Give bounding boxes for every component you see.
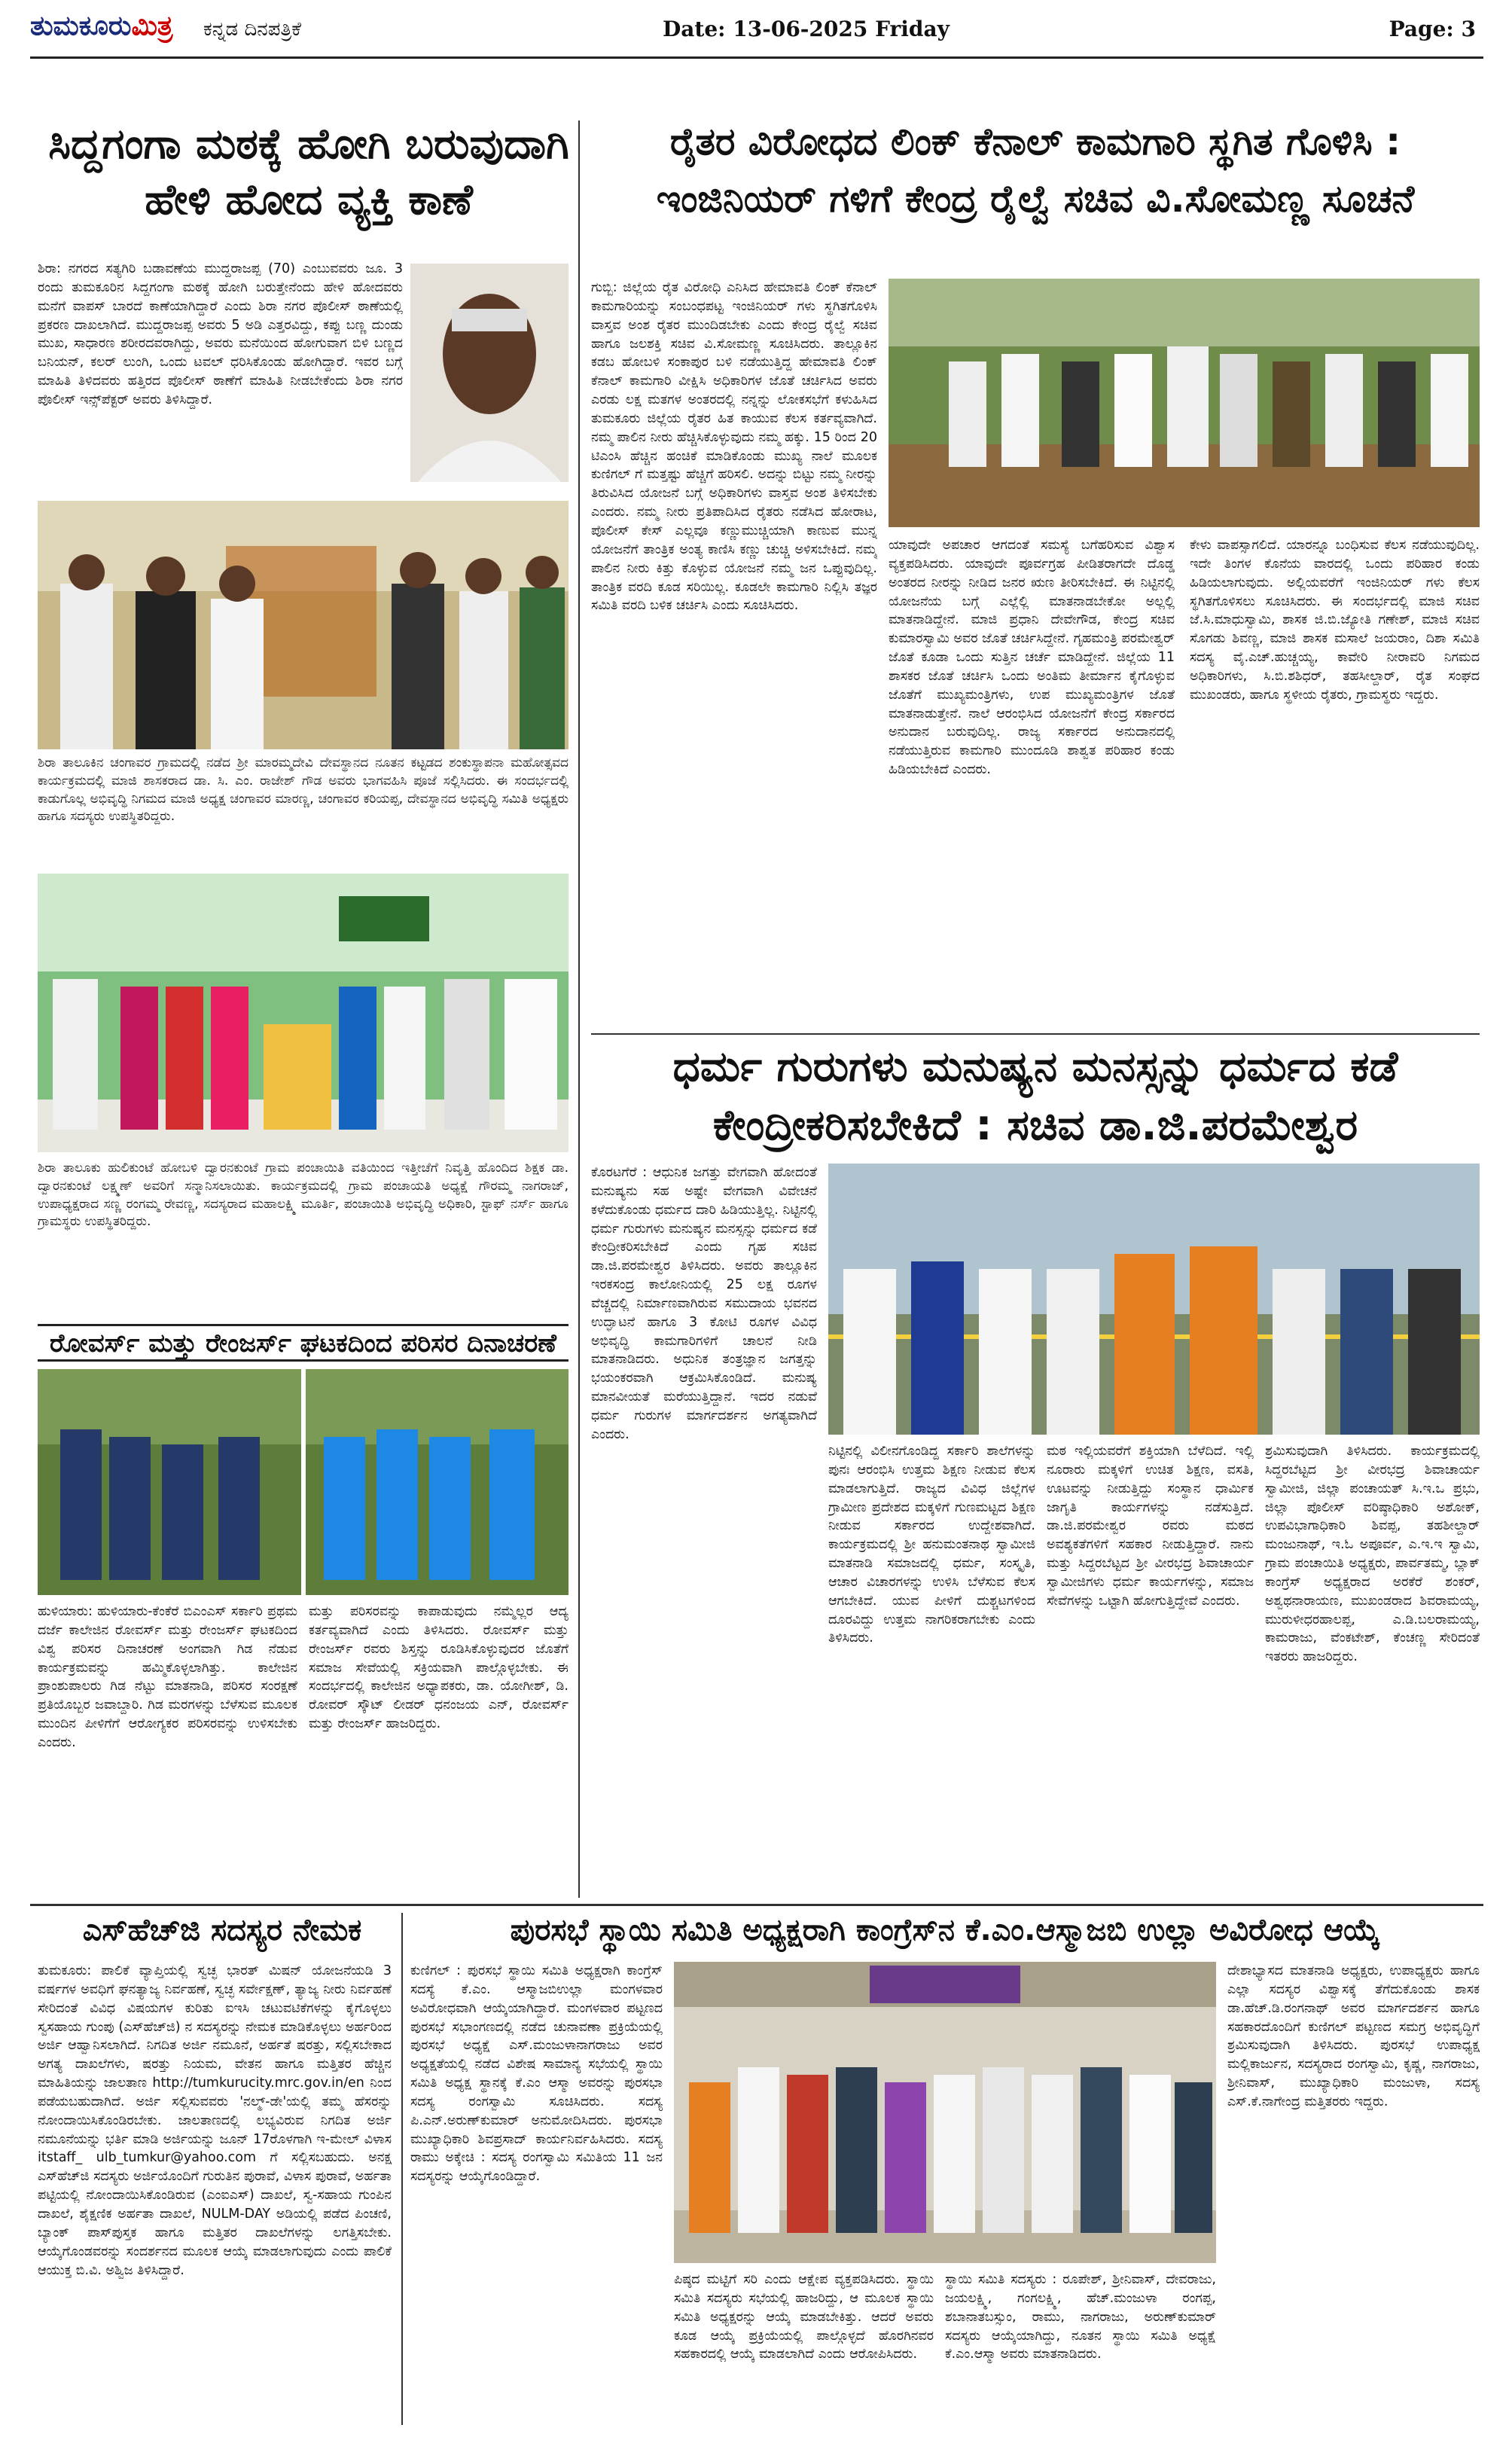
article-council-col3: ಸ್ಥಾಯಿ ಸಮಿತಿ ಸದಸ್ಯರು : ರೂಪೇಶ್, ಶ್ರೀನಿವಾಸ್, ದೇವರಾಜು, ಜಯಲಕ್ಷ್ಮಿ, ಗಂಗಲಕ್ಷ್ಮಿ, ಹೆಚ್.ಮಂಜುಳಾ ರಂಗಪ್ಪ, ಶಬಾನಾತಬಸ್ಸುಂ, ರಾಮು, ನಾಗರಾಜು, ಅರುಣ್‌ಕುಮಾರ್ ಸದಸ್ಯರು ಆಯ್ಕೆಯಾಗಿದ್ದು, ನೂತನ ಸ್ಥಾಯಿ ಸಮಿತಿ ಅಧ್ಯಕ್ಷೆ ಕೆ.ಎಂ.ಆಸ್ಮಾ ಅವರು ಮಾತನಾಡಿದರು. — [945, 2272, 1216, 2362]
headline-rovers: ರೋವರ್ಸ್ ಮತ್ತು ರೇಂಜರ್ಸ್ ಘಟಕದಿಂದ ಪರಿಸರ ದಿನಾಚರಣೆ — [38, 1324, 569, 1362]
column-divider — [578, 120, 580, 1898]
ribbon-cutting-photo — [828, 1164, 1480, 1435]
headline-shg: ಎಸ್‌ಹೆಚ್‌ಜಿ ಸದಸ್ಯರ ನೇಮಕ — [82, 1913, 362, 1947]
article-canal-col3: ಕೇಳು ವಾಪಸ್ಸಾಗಲಿದೆ. ಯಾರನ್ನೂ ಬಂಧಿಸುವ ಕೆಲಸ ನಡೆಯುವುದಿಲ್ಲ. ಇದೇ ತಿಂಗಳ ಕೊನೆಯ ವಾರದಲ್ಲಿ ಒಂದು ಪರಿಹಾರ ಕಂಡು ಹಿಡಿಯಲಾಗುವುದು. ಅಲ್ಲಿಯವರೆಗೆ ಇಂಜಿನಿಯರ್ ಗಳು ಕೆಲಸ ಸ್ಥಗಿತಗೊಳಿಸಲು ಸೂಚಿಸಿದರು. ಈ ಸಂದರ್ಭದಲ್ಲಿ ಮಾಜಿ ಸಚಿವ ಜೆ.ಸಿ.ಮಾಧುಸ್ವಾಮಿ, ಶಾಸಕ ಜಿ.ಬಿ.ಜ್ಯೋತಿ ಗಣೇಶ್, ಮಾಜಿ ಸಚಿವ ಸೊಗಡು ಶಿವಣ್ಣ, ಮಾಜಿ ಶಾಸಕ ಮಸಾಲೆ ಜಯರಾಂ, ದಿಶಾ ಸಮಿತಿ ಸದಸ್ಯ ವೈ.ಎಚ್.ಹುಚ್ಚಯ್ಯ, ಕಾವೇರಿ ನೀರಾವರಿ ನಿಗಮದ ಅಧಿಕಾರಿಗಳು, ಸಿ.ಬಿ.ಶಶಿಧರ್, ತಹಸೀಲ್ದಾರ್, ರೈತ ಸಂಘದ ಮುಖಂಡರು, ಹಾಗೂ ಸ್ಥಳೀಯ ರೈತರು, ಗ್ರಾಮಸ್ಥರು ಇದ್ದರು. — [1190, 538, 1480, 703]
article-missing-person: ಶಿರಾ: ನಗರದ ಸತ್ಯಗಿರಿ ಬಡಾವಣೆಯ ಮುದ್ದರಾಜಪ್ಪ (70) ಎಂಬುವವರು ಜೂ. 3 ರಂದು ತುಮಕೂರಿನ ಸಿದ್ದಗಂಗಾ ಮಠಕ್ಕೆ ಹೋಗಿ ಬರುತ್ತೇನೆಂದು ಹೇಳಿ ಹೋದವರು ಮನೆಗೆ ವಾಪಸ್ ಬಾರದೆ ಕಾಣೆಯಾಗಿದ್ದಾರೆ ಎಂದು ಶಿರಾ ನಗರ ಪೊಲೀಸ್ ಠಾಣೆಯಲ್ಲಿ ಪ್ರಕರಣ ದಾಖಲಾಗಿದೆ. ಮುದ್ದರಾಜಪ್ಪ ಅವರು 5 ಅಡಿ ಎತ್ತರವಿದ್ದು, ಕಪ್ಪು ಬಣ್ಣ ದುಂಡು ಮುಖ, ಸಾಧಾರಣ ಶರೀರದವರಾಗಿದ್ದು, ಅವರು ಮನೆಯಿಂದ ಹೋಗುವಾಗ ಬಿಳಿ ಬಣ್ಣದ ಬನಿಯನ್, ಕಲರ್ ಲುಂಗಿ, ಒಂದು ಟವಲ್ ಧರಿಸಿಕೊಂಡು ಹೋಗಿದ್ದಾರೆ. ಇವರ ಬಗ್ಗೆ ಮಾಹಿತಿ ತಿಳಿದವರು ಹತ್ತಿರದ ಪೊಲೀಸ್ ಠಾಣೆಗೆ ಮಾಹಿತಿ ನೀಡಬೇಕೆಂದು ಶಿರಾ ನಗರ ಪೊಲೀಸ್ ಇನ್ಸ್‌ಪೆಕ್ಟರ್ ಅವರು ತಿಳಿಸಿದ್ದಾರೆ. — [38, 261, 403, 407]
article-canal-col1: ಗುಬ್ಬಿ: ಜಿಲ್ಲೆಯ ರೈತ ವಿರೋಧಿ ಎನಿಸಿದ ಹೇಮಾವತಿ ಲಿಂಕ್ ಕೆನಾಲ್ ಕಾಮಗಾರಿಯನ್ನು ಸಂಬಂಧಪಟ್ಟ ಇಂಜಿನಿಯರ್ ಗಳು ಸ್ಥಗಿತಗೊಳಿಸಿ ವಾಸ್ತವ ಅಂಶ ರೈತರ ಮುಂದಿಡಬೇಕು ಎಂದು ಕೇಂದ್ರ ರೈಲ್ವೆ ಸಚಿವ ಹಾಗೂ ಜಲಶಕ್ತಿ ಸಚಿವ ವಿ.ಸೋಮಣ್ಣ ಸೂಚಿಸಿದರು. ತಾಲ್ಲೂಕಿನ ಕಡಬ ಹೋಬಳಿ ಸಂಕಾಪುರ ಬಳಿ ನಡೆಯುತ್ತಿದ್ದ ಹೇಮಾವತಿ ಲಿಂಕ್ ಕೆನಾಲ್ ಕಾಮಗಾರಿ ವೀಕ್ಷಿಸಿ ಅಧಿಕಾರಿಗಳ ಜೊತೆ ಚರ್ಚಿಸಿದ ಅವರು ಎರಡು ಲಕ್ಷ ಮತಗಳ ಅಂತರದಲ್ಲಿ ನನ್ನನ್ನು ಲೋಕಸಭೆಗೆ ಕಳುಹಿಸಿದ ತುಮಕೂರು ಜಿಲ್ಲೆಯ ರೈತರ ಹಿತ ಕಾಯುವ ಕೆಲಸ ಕರ್ತವ್ಯವಾಗಿದೆ. ನಮ್ಮ ಪಾಲಿನ ನೀರು ಹೆಚ್ಚಿಸಿಕೊಳ್ಳುವುದು ನಮ್ಮ ಹಕ್ಕು. 15 ರಿಂದ 20 ಟಿಎಂಸಿ ಹೆಚ್ಚಿನ ಹಂಚಿಕೆ ಮಾಡಿಕೊಂಡು ಮುಖ್ಯ ನಾಲೆ ಮೂಲಕ ಕುಣಿಗಲ್ ಗೆ ಮತ್ತಷ್ಟು ಹೆಚ್ಚಿಗೆ ಹರಿಸಲಿ. ಅದನ್ನು ಬಿಟ್ಟು ನಮ್ಮ ನೀರನ್ನು ತಿರುವಿಸಿದ ಯೋಜನೆ ಬಗ್ಗೆ ಅಧಿಕಾರಿಗಳು ವಾಸ್ತವ ಅಂಶ ತಿಳಿಸಬೇಕು ಎಂದರು. ನಮ್ಮ ನೀರು ಪ್ರತಿಪಾದಿಸಿದ ರೈತರು ನಡೆಸಿದ ಹೋರಾಟ, ಪೊಲೀಸ್ ಕೇಸ್ ಎಲ್ಲವೂ ಕಣ್ಣುಮುಚ್ಚಿಯಾಗಿ ಕಾಣುವ ಮುನ್ನ ಯೋಜನೆಗೆ ತಾಂತ್ರಿಕ ಅಂತ್ಯ ಕಾಣಿಸಿ ಕಣ್ಣು ಚುಚ್ಚಿ ಅಳಿಸಬೇಕಿದೆ. ನಮ್ಮ ಪಾಲಿನ ನೀರು ಕಿತ್ತು ಕೊಳ್ಳುವ ಯೋಜನೆ ನಮ್ಮ ಜನ ಒಪ್ಪುವುದಿಲ್ಲ. ತಾಂತ್ರಿಕ ವರದಿ ಕೂಡ ಸರಿಯಿಲ್ಲ. ಕೂಡಲೇ ಕಾಮಗಾರಿ ನಿಲ್ಲಿಸಿ ತಜ್ಞರ ಸಮಿತಿ ವರದಿ ಬಳಿಕ ಚರ್ಚಿಸಿ ಎಂದು ಸೂಚಿಸಿದರು. — [591, 280, 877, 614]
issue-date: Date: 13-06-2025 Friday — [663, 17, 950, 41]
article-council-col4: ದೇಶಾಭ್ಯಾಸದ ಮಾತನಾಡಿ ಅಧ್ಯಕ್ಷರು, ಉಪಾಧ್ಯಕ್ಷರು ಹಾಗೂ ಎಲ್ಲಾ ಸದಸ್ಯರ ವಿಶ್ವಾಸಕ್ಕೆ ತೆಗೆದುಕೊಂಡು ಶಾಸಕ ಡಾ.ಹೆಚ್.ಡಿ.ರಂಗನಾಥ್ ಅವರ ಮಾರ್ಗದರ್ಶನ ಹಾಗೂ ಸಹಕಾರದೊಂದಿಗೆ ಕುಣಿಗಲ್ ಪಟ್ಟಣದ ಸಮಗ್ರ ಅಭಿವೃದ್ಧಿಗೆ ಶ್ರಮಿಸುವುದಾಗಿ ತಿಳಿಸಿದರು. ಪುರಸಭೆ ಉಪಾಧ್ಯಕ್ಷ ಮಲ್ಲಿಕಾರ್ಜುನ, ಸದಸ್ಯರಾದ ರಂಗಸ್ವಾಮಿ, ಕೃಷ್ಣ, ನಾಗರಾಜು, ಶ್ರೀನಿವಾಸ್, ಮುಖ್ಯಾಧಿಕಾರಿ ಮಂಜುಳಾ, ಸದಸ್ಯ ಎಸ್.ಕೆ.ನಾಗೇಂದ್ರ ಮತ್ತಿತರರು ಇದ್ದರು. — [1227, 1963, 1480, 2109]
council-group-photo — [674, 1962, 1216, 2263]
article-rovers-col2: ಮತ್ತು ಪರಿಸರವನ್ನು ಕಾಪಾಡುವುದು ನಮ್ಮೆಲ್ಲರ ಆದ್ಯ ಕರ್ತವ್ಯವಾಗಿದೆ ಎಂದು ತಿಳಿಸಿದರು. ರೋವರ್ಸ್ ಮತ್ತು ರೇಂಜರ್ಸ್ ರವರು ಶಿಸ್ತನ್ನು ರೂಡಿಸಿಕೊಳ್ಳುವುದರ ಜೊತೆಗೆ ಸಮಾಜ ಸೇವೆಯಲ್ಲಿ ಸಕ್ರಿಯವಾಗಿ ಪಾಲ್ಗೊಳ್ಳಬೇಕು. ಈ ಸಂದರ್ಭದಲ್ಲಿ ಕಾಲೇಜಿನ ಅಧ್ಯಾಪಕರು, ಡಾ. ಯೋಗೀಶ್, ಡಿ. ರೋವರ್ ಸ್ಕೌಟ್ ಲೀಡರ್ ಧನಂಜಯ ಎನ್, ರೋವರ್ಸ್ ಮತ್ತು ರೇಂಜರ್ಸ್ ಹಾಜರಿದ್ದರು. — [309, 1604, 569, 1732]
article-council-col2: ಪಿಷ್ಠದ ಮಟ್ಟಿಗೆ ಸರಿ ಎಂದು ಆಕ್ಷೇಪ ವ್ಯಕ್ತಪಡಿಸಿದರು. ಸ್ಥಾಯಿ ಸಮಿತಿ ಸದಸ್ಯರು ಸಭೆಯಲ್ಲಿ ಹಾಜರಿದ್ದು, ಆ ಮೂಲಕ ಸ್ಥಾಯಿ ಸಮಿತಿ ಅಧ್ಯಕ್ಷರನ್ನು ಆಯ್ಕೆ ಮಾಡಬೇಕಿತ್ತು. ಆದರೆ ಅವರು ಕೂಡ ಆಯ್ಕೆ ಪ್ರಕ್ರಿಯೆಯಲ್ಲಿ ಪಾಲ್ಗೊಳ್ಳದೆ ಹೊರಗಿನವರ ಸಹಕಾರದಲ್ಲಿ ಆಯ್ಕೆ ಮಾಡಲಾಗಿದೆ ಎಂದು ಆರೋಪಿಸಿದರು. — [674, 2272, 934, 2362]
newspaper-subtitle: ಕನ್ನಡ ದಿನಪತ್ರಿಕೆ — [203, 18, 302, 41]
section-divider — [591, 1033, 1480, 1035]
bottom-section-divider — [30, 1904, 1483, 1906]
article-rovers-col1: ಹುಳಿಯಾರು: ಹುಳಿಯಾರು-ಕೆಂಕೆರೆ ಬಿಎಂಎಸ್ ಸರ್ಕಾರಿ ಪ್ರಥಮ ದರ್ಜೆ ಕಾಲೇಜಿನ ರೋವರ್ಸ್ ಮತ್ತು ರೇಂಜರ್ಸ್ ಘಟಕದಿಂದ ವಿಶ್ವ ಪರಿಸರ ದಿನಾಚರಣೆ ಅಂಗವಾಗಿ ಗಿಡ ನೆಡುವ ಕಾರ್ಯಕ್ರಮವನ್ನು ಹಮ್ಮಿಕೊಳ್ಳಲಾಗಿತ್ತು. ಕಾಲೇಜಿನ ಪ್ರಾಂಶುಪಾಲರು ಗಿಡ ನೆಟ್ಟು ಮಾತನಾಡಿ, ಪರಿಸರ ಸಂರಕ್ಷಣೆ ಪ್ರತಿಯೊಬ್ಬರ ಜವಾಬ್ದಾರಿ. ಗಿಡ ಮರಗಳನ್ನು ಬೆಳೆಸುವ ಮೂಲಕ ಮುಂದಿನ ಪೀಳಿಗೆಗೆ ಆರೋಗ್ಯಕರ ಪರಿಸರವನ್ನು ಉಳಿಸಬೇಕು ಎಂದರು. — [38, 1604, 297, 1750]
article-canal-col2: ಯಾವುದೇ ಅಪಚಾರ ಆಗದಂತೆ ಸಮಸ್ಯೆ ಬಗೆಹರಿಸುವ ವಿಶ್ವಾಸ ವ್ಯಕ್ತಪಡಿಸಿದರು. ಯಾವುದೇ ಪೂರ್ವಗ್ರಹ ಪೀಡಿತರಾಗದೇ ದೊಡ್ಡ ಅಂತರದ ನೀರನ್ನು ನೀಡಿದ ಜನರ ಋಣ ತೀರಿಸಬೇಕಿದೆ. ಈ ನಿಟ್ಟಿನಲ್ಲಿ ಯೋಜನೆಯ ಬಗ್ಗೆ ಎಲ್ಲೆಲ್ಲಿ ಮಾತನಾಡಬೇಕೋ ಅಲ್ಲಲ್ಲಿ ಮಾತನಾಡಿದ್ದೇನೆ. ಮಾಜಿ ಪ್ರಧಾನಿ ದೇವೇಗೌಡ, ಕೇಂದ್ರ ಸಚಿವ ಕುಮಾರಸ್ವಾಮಿ ಅವರ ಜೊತೆ ಚರ್ಚಿಸಿದ್ದೇನೆ. ಗೃಹಮಂತ್ರಿ ಪರಮೇಶ್ವರ್ ಜೊತೆ ಕೂಡಾ ಒಂದು ಸುತ್ತಿನ ಚರ್ಚೆ ಮಾಡಿದ್ದೇನೆ. ಜಿಲ್ಲೆಯ 11 ಶಾಸಕರ ಜೊತೆ ಚರ್ಚಿಸಿ ಒಂದು ಅಂತಿಮ ತೀರ್ಮಾನ ಕೈಗೊಳ್ಳುವ ಜೊತೆಗೆ ಮುಖ್ಯಮಂತ್ರಿಗಳು, ಉಪ ಮುಖ್ಯಮಂತ್ರಿಗಳ ಜೊತೆ ಮಾತನಾಡುತ್ತೇನೆ. ನಾಲೆ ಆರಂಭಿಸಿದ ಯೋಜನೆಗೆ ಕೇಂದ್ರ ಸರ್ಕಾರದ ಅನುದಾನ ಬರುವುದಿಲ್ಲ. ರಾಜ್ಯ ಸರ್ಕಾರದ ಅನುದಾನದಲ್ಲಿ ನಡೆಯುತ್ತಿರುವ ಕಾಮಗಾರಿ ಮುಂದೂಡಿ ಶಾಶ್ವತ ಪರಿಹಾರ ಕಂಡು ಹಿಡಿಯಬೇಕಿದೆ ಎಂದರು. — [889, 538, 1175, 778]
article-council-col1: ಕುಣಿಗಲ್ : ಪುರಸಭೆ ಸ್ಥಾಯಿ ಸಮಿತಿ ಅಧ್ಯಕ್ಷರಾಗಿ ಕಾಂಗ್ರೆಸ್ ಸದಸ್ಯೆ ಕೆ.ಎಂ. ಆಸ್ಮಾಜಬಿಉಲ್ಲಾ ಮಂಗಳವಾರ ಅವಿರೋಧವಾಗಿ ಆಯ್ಕೆಯಾಗಿದ್ದಾರೆ. ಮಂಗಳವಾರ ಪಟ್ಟಣದ ಪುರಸಭೆ ಸಭಾಂಗಣದಲ್ಲಿ ನಡೆದ ಚುನಾವಣಾ ಪ್ರಕ್ರಿಯೆಯಲ್ಲಿ ಪುರಸಭೆ ಅಧ್ಯಕ್ಷೆ ಎಸ್.ಮಂಜುಳಾನಾಗರಾಜು ಅವರ ಅಧ್ಯಕ್ಷತೆಯಲ್ಲಿ ನಡೆದ ವಿಶೇಷ ಸಾಮಾನ್ಯ ಸಭೆಯಲ್ಲಿ ಸ್ಥಾಯಿ ಸಮಿತಿ ಅಧ್ಯಕ್ಷ ಸ್ಥಾನಕ್ಕೆ ಕೆ.ಎಂ ಆಸ್ಮಾ ಅವರನ್ನು ಪುರಸಭಾ ಸದಸ್ಯ ರಂಗಸ್ವಾಮಿ ಸೂಚಿಸಿದರು. ಸದಸ್ಯ ಪಿ.ಎನ್.ಅರುಣ್‌ಕುಮಾರ್ ಅನುಮೋದಿಸಿದರು. ಪುರಸಭಾ ಮುಖ್ಯಾಧಿಕಾರಿ ಶಿವಪ್ರಸಾದ್ ಕಾರ್ಯನಿರ್ವಹಿಸಿದರು. ಸದಸ್ಯ ರಾಮು ಅಕ್ಕೇಚಿ : ಸದಸ್ಯ ರಂಗಸ್ವಾಮಿ ಸಮಿತಿಯ 11 ಜನ ಸದಸ್ಯರನ್ನು ಆಯ್ಕೆಗೊಂಡಿದ್ದಾರೆ. — [410, 1963, 663, 2185]
headline-council: ಪುರಸಭೆ ಸ್ಥಾಯಿ ಸಮಿತಿ ಅಧ್ಯಕ್ಷರಾಗಿ ಕಾಂಗ್ರೆಸ್‌ನ ಕೆ.ಎಂ.ಆಸ್ಮಾಜಬಿ ಉಲ್ಲಾ ಅವಿರೋಧ ಆಯ್ಕೆ — [510, 1913, 1380, 1947]
headline-canal: ರೈತರ ವಿರೋಧದ ಲಿಂಕ್ ಕೆನಾಲ್ ಕಾಮಗಾರಿ ಸ್ಥಗಿತ ಗೊಳಿಸಿ : ಇಂಜಿನಿಯರ್ ಗಳಿಗೆ ಕೇಂದ್ರ ರೈಲ್ವೆ ಸಚಿವ ವಿ.ಸೋಮಣ್ಣ ಸೂಚನೆ — [656, 120, 1415, 221]
article-dharma-col2: ನಿಟ್ಟಿನಲ್ಲಿ ವಿಲೀನಗೊಂಡಿದ್ದ ಸರ್ಕಾರಿ ಶಾಲೆಗಳನ್ನು ಪುನಃ ಆರಂಭಿಸಿ ಉತ್ತಮ ಶಿಕ್ಷಣ ನೀಡುವ ಕೆಲಸ ಮಾಡಲಾಗುತ್ತಿದೆ. ರಾಜ್ಯದ ವಿವಿಧ ಜಿಲ್ಲೆಗಳ ಗ್ರಾಮೀಣ ಪ್ರದೇಶದ ಮಕ್ಕಳಿಗೆ ಗುಣಮಟ್ಟದ ಶಿಕ್ಷಣ ನೀಡುವ ಸರ್ಕಾರದ ಉದ್ದೇಶವಾಗಿದೆ. ಕಾರ್ಯಕ್ರಮದಲ್ಲಿ ಶ್ರೀ ಹನುಮಂತನಾಥ ಸ್ವಾಮೀಜಿ ಮಾತನಾಡಿ ಸಮಾಜದಲ್ಲಿ ಧರ್ಮ, ಸಂಸ್ಕೃತಿ, ಆಚಾರ ವಿಚಾರಗಳನ್ನು ಉಳಿಸಿ ಬೆಳೆಸುವ ಕೆಲಸ ಆಗಬೇಕಿದೆ. ಯುವ ಪೀಳಿಗೆ ದುಶ್ಚಟಗಳಿಂದ ದೂರವಿದ್ದು ಉತ್ತಮ ನಾಗರಿಕರಾಗಬೇಕು ಎಂದು ತಿಳಿಸಿದರು. — [828, 1444, 1035, 1646]
rovers-plantation-photo — [38, 1369, 569, 1595]
school-felicitation-photo — [38, 874, 569, 1152]
page-number: Page: 3 — [1389, 17, 1476, 41]
article-dharma-col3: ಮಠ ಇಲ್ಲಿಯವರೆಗೆ ಶಕ್ತಿಯಾಗಿ ಬೆಳೆದಿದೆ. ಇಲ್ಲಿ ನೂರಾರು ಮಕ್ಕಳಿಗೆ ಉಚಿತ ಶಿಕ್ಷಣ, ವಸತಿ, ಊಟವನ್ನು ನೀಡುತ್ತಿದ್ದು ಸಂಸ್ಥಾನ ಧಾರ್ಮಿಕ ಜಾಗೃತಿ ಕಾರ್ಯಗಳನ್ನು ನಡೆಸುತ್ತಿದೆ. ಡಾ.ಜಿ.ಪರಮೇಶ್ವರ ರವರು ಮಠದ ಅವಶ್ಯಕತೆಗಳಿಗೆ ಸಹಕಾರ ನೀಡುತ್ತಿದ್ದಾರೆ. ನಾನು ಮತ್ತು ಸಿದ್ದರಬೆಟ್ಟದ ಶ್ರೀ ವೀರಭದ್ರ ಶಿವಾಚಾರ್ಯ ಸ್ವಾಮೀಜಿಗಳು ಧರ್ಮ ಕಾರ್ಯಗಳನ್ನು, ಸಮಾಜ ಸೇವೆಗಳನ್ನು ಒಟ್ಟಾಗಿ ಹೋಗುತ್ತಿದ್ದೇವೆ ಎಂದರು. — [1047, 1444, 1254, 1609]
canal-site-photo — [889, 279, 1480, 527]
article-shg: ತುಮಕೂರು: ಪಾಲಿಕೆ ವ್ಯಾಪ್ತಿಯಲ್ಲಿ ಸ್ವಚ್ಛ ಭಾರತ್ ಮಿಷನ್ ಯೋಜನೆಯಡಿ 3 ವರ್ಷಗಳ ಅವಧಿಗೆ ಘನತ್ಯಾಜ್ಯ ನಿರ್ವಹಣೆ, ಸ್ವಚ್ಛ ಸರ್ವೇಕ್ಷಣ್, ತ್ಯಾಜ್ಯ ನೀರು ನಿರ್ವಹಣೆ ಸೇರಿದಂತೆ ವಿವಿಧ ವಿಷಯಗಳ ಕುರಿತು ಐಇಸಿ ಚಟುವಟಿಕೆಗಳನ್ನು ಕೈಗೊಳ್ಳಲು ಸ್ವಸಹಾಯ ಗುಂಪು (ಎಸ್‌ಹೆಚ್‌ಜಿ) ನ ಸದಸ್ಯರನ್ನು ನೇಮಕ ಮಾಡಿಕೊಳ್ಳಲು ಅರ್ಹರಿಂದ ಅರ್ಜಿ ಆಹ್ವಾನಿಸಲಾಗಿದೆ. ನಿಗದಿತ ಅರ್ಜಿ ನಮೂನೆ, ಅರ್ಹತೆ ಷರತ್ತು, ಸಲ್ಲಿಸಬೇಕಾದ ಅಗತ್ಯ ದಾಖಲೆಗಳು, ಷರತ್ತು ನಿಯಮ, ವೇತನ ಹಾಗೂ ಮತ್ತಿತರ ಹೆಚ್ಚಿನ ಮಾಹಿತಿಯನ್ನು ಜಾಲತಾಣ http://tumkurucity.mrc.gov.in/en ನಿಂದ ಪಡೆಯಬಹುದಾಗಿದೆ. ಅರ್ಜಿ ಸಲ್ಲಿಸುವವರು 'ನಲ್ಮ್-ಡೇ'ಯಲ್ಲಿ ತಮ್ಮ ಹೆಸರನ್ನು ನೋಂದಾಯಿಸಿಕೊಂಡಿರಬೇಕು. ಜಾಲತಾಣದಲ್ಲಿ ಲಭ್ಯವಿರುವ ನಿಗದಿತ ಅರ್ಜಿ ನಮೂನೆಯನ್ನು ಭರ್ತಿ ಮಾಡಿ ಅರ್ಜಿಯನ್ನು ಜೂನ್ 17ರೊಳಗಾಗಿ ಇ-ಮೇಲ್ ವಿಳಾಸ itstaff_ ulb_tumkur@yahoo.com ಗೆ ಸಲ್ಲಿಸಬಹುದು. ಅನಕ್ಷ ಎಸ್‌ಹೆಚ್‌ಜಿ ಸದಸ್ಯರು ಅರ್ಜಿಯೊಂದಿಗೆ ಗುರುತಿನ ಪುರಾವೆ, ವಿಳಾಸ ಪುರಾವೆ, ಅರ್ಹತಾ ಪಟ್ಟಿಯಲ್ಲಿ ನೋಂದಾಯಿಸಿಕೊಂಡಿರುವ (ಎಂಐಎಸ್) ದಾಖಲೆ, ಸ್ವ-ಸಹಾಯ ಗುಂಪಿನ ದಾಖಲೆ, ಶೈಕ್ಷಣಿಕ ಅರ್ಹತಾ ದಾಖಲೆ, NULM-DAY ಅಡಿಯಲ್ಲಿ ಪಡೆದ ಪಿಂಚಣಿ, ಬ್ಯಾಂಕ್ ಪಾಸ್‌ಪುಸ್ತಕ ಹಾಗೂ ಮತ್ತಿತರ ದಾಖಲೆಗಳನ್ನು ಲಗತ್ತಿಸಬೇಕು. ಆಯ್ಕೆಗೊಂಡವರನ್ನು ಸಂದರ್ಶನದ ಮೂಲಕ ಆಯ್ಕೆ ಮಾಡಲಾಗುವುದು ಎಂದು ಪಾಲಿಕೆ ಆಯುಕ್ತ ಬಿ.ವಿ. ಅಶ್ವಿಜ ತಿಳಿಸಿದ್ದಾರೆ. — [38, 1963, 392, 2278]
masthead — [30, 6, 1483, 59]
temple-event-photo — [38, 501, 569, 749]
newspaper-logo: ತುಮಕೂರುಮಿತ್ರ — [30, 11, 173, 41]
caption-temple-event: ಶಿರಾ ತಾಲೂಕಿನ ಚಂಗಾವರ ಗ್ರಾಮದಲ್ಲಿ ನಡೆದ ಶ್ರೀ ಮಾರಮ್ಮದೇವಿ ದೇವಸ್ಥಾನದ ನೂತನ ಕಟ್ಟಡದ ಶಂಕುಸ್ಥಾಪನಾ ಮಹೋತ್ಸವದ ಕಾರ್ಯಕ್ರಮದಲ್ಲಿ ಮಾಜಿ ಶಾಸಕರಾದ ಡಾ. ಸಿ. ಎಂ. ರಾಜೇಶ್ ಗೌಡ ಅವರು ಭಾಗವಹಿಸಿ ಪೂಜೆ ಸಲ್ಲಿಸಿದರು. ಈ ಸಂದರ್ಭದಲ್ಲಿ ಕಾಡುಗೊಲ್ಲ ಅಭಿವೃದ್ಧಿ ನಿಗಮದ ಮಾಜಿ ಅಧ್ಯಕ್ಷ ಚಂಗಾವರ ಮಾರಣ್ಣ, ಚಂಗಾವರ ಕರಿಯಪ್ಪ, ದೇವಸ್ಥಾನದ ಅಭಿವೃದ್ಧಿ ಸಮಿತಿ ಅಧ್ಯಕ್ಷರು ಹಾಗೂ ಸದಸ್ಯರು ಉಪಸ್ಥಿತರಿದ್ದರು. — [38, 755, 569, 825]
article-dharma-col1: ಕೊರಟಗೆರೆ : ಆಧುನಿಕ ಜಗತ್ತು ವೇಗವಾಗಿ ಹೋದಂತೆ ಮನುಷ್ಯನು ಸಹ ಅಷ್ಟೇ ವೇಗವಾಗಿ ವಿವೇಚನೆ ಕಳೆದುಕೊಂಡು ಧರ್ಮದ ದಾರಿ ಹಿಡಿಯುತ್ತಿಲ್ಲ. ನಿಟ್ಟಿನಲ್ಲಿ ಧರ್ಮ ಗುರುಗಳು ಮನುಷ್ಯನ ಮನಸ್ಸನ್ನು ಧರ್ಮದ ಕಡೆ ಕೇಂದ್ರೀಕರಿಸಬೇಕಿದೆ ಎಂದು ಗೃಹ ಸಚಿವ ಡಾ.ಜಿ.ಪರಮೇಶ್ವರ ತಿಳಿಸಿದರು. ಅವರು ತಾಲ್ಲೂಕಿನ ಇರಕಸಂದ್ರ ಕಾಲೋನಿಯಲ್ಲಿ 25 ಲಕ್ಷ ರೂಗಳ ವೆಚ್ಚದಲ್ಲಿ ನಿರ್ಮಾಣವಾಗಿರುವ ಸಮುದಾಯ ಭವನದ ಉದ್ಘಾಟನೆ ಹಾಗೂ 3 ಕೋಟಿ ರೂಗಳ ವಿವಿಧ ಅಭಿವೃದ್ಧಿ ಕಾಮಗಾರಿಗಳಿಗೆ ಚಾಲನೆ ನೀಡಿ ಮಾತನಾಡಿದರು. ಅಧುನಿಕ ತಂತ್ರಜ್ಞಾನ ಜಗತ್ತನ್ನು ಭಯಂಕರವಾಗಿ ಆಕ್ರಮಿಸಿಕೊಂಡಿದೆ. ಮನುಷ್ಯ ಮಾನವೀಯತೆ ಮರೆಯುತ್ತಿದ್ದಾನೆ. ಇದರ ನಡುವೆ ಧರ್ಮ ಗುರುಗಳ ಮಾರ್ಗದರ್ಶನ ಅಗತ್ಯವಾಗಿದೆ ಎಂದರು. — [591, 1165, 817, 1442]
bottom-column-divider — [401, 1913, 403, 2425]
headline-dharma: ಧರ್ಮ ಗುರುಗಳು ಮನುಷ್ಯನ ಮನಸ್ಸನ್ನು ಧರ್ಮದ ಕಡೆ ಕೇಂದ್ರೀಕರಿಸಬೇಕಿದೆ : ಸಚಿವ ಡಾ.ಜಿ.ಪರಮೇಶ್ವರ — [672, 1043, 1398, 1151]
article-dharma-col4: ಶ್ರಮಿಸುವುದಾಗಿ ತಿಳಿಸಿದರು. ಕಾರ್ಯಕ್ರಮದಲ್ಲಿ ಸಿದ್ದರಬೆಟ್ಟದ ಶ್ರೀ ವೀರಭದ್ರ ಶಿವಾಚಾರ್ಯ ಸ್ವಾಮೀಜಿ, ಜಿಲ್ಲಾ ಪಂಚಾಯತ್ ಸಿ.ಇ.ಒ ಪ್ರಭು, ಜಿಲ್ಲಾ ಪೊಲೀಸ್ ವರಿಷ್ಠಾಧಿಕಾರಿ ಅಶೋಕ್, ಉಪವಿಭಾಗಾಧಿಕಾರಿ ಶಿವಪ್ಪ, ತಹಶೀಲ್ದಾರ್ ಮಂಜುನಾಥ್, ಇ.ಓ ಅಪೂರ್ವ, ಎ.ಇ.ಇ ಸ್ವಾಮಿ, ಗ್ರಾಮ ಪಂಚಾಯಿತಿ ಅಧ್ಯಕ್ಷರು, ಪಾರ್ವತಮ್ಮ, ಬ್ಲಾಕ್ ಕಾಂಗ್ರೆಸ್ ಅಧ್ಯಕ್ಷರಾದ ಅರಕೆರೆ ಶಂಕರ್, ಅಶ್ವಥನಾರಾಯಣ, ಮುಖಂಡರಾದ ಶಿವರಾಮಯ್ಯ, ಮುರುಳೀಧರಹಾಲಪ್ಪ, ಎ.ಡಿ.ಬಲರಾಮಯ್ಯ, ಕಾಮರಾಜು, ವೆಂಕಟೇಶ್, ಕೆಂಚಣ್ಣ ಸೇರಿದಂತೆ ಇತರರು ಹಾಜರಿದ್ದರು. — [1265, 1444, 1480, 1665]
headline-missing-person: ಸಿದ್ದಗಂಗಾ ಮಠಕ್ಕೆ ಹೋಗಿ ಬರುವುದಾಗಿ ಹೇಳಿ ಹೋದ ವ್ಯಕ್ತಿ ಕಾಣೆ — [48, 120, 569, 225]
caption-school-felicitation: ಶಿರಾ ತಾಲೂಕು ಹುಲಿಕುಂಟೆ ಹೋಬಳಿ ದ್ವಾರನಕುಂಟೆ ಗ್ರಾಮ ಪಂಚಾಯಿತಿ ವತಿಯಿಂದ ಇತ್ತೀಚೆಗೆ ನಿವೃತ್ತಿ ಹೊಂದಿದ ಶಿಕ್ಷಕ ಡಾ. ದ್ವಾರನಕುಂಟೆ ಲಕ್ಷ್ಮಣ್ ಅವರಿಗೆ ಸನ್ಮಾನಿಸಲಾಯಿತು. ಕಾರ್ಯಕ್ರಮದಲ್ಲಿ ಗ್ರಾಮ ಪಂಚಾಯತಿ ಅಧ್ಯಕ್ಷೆ ಗೌರಮ್ಮ ನಾಗರಾಜ್, ಉಪಾಧ್ಯಕ್ಷರಾದ ಸಣ್ಣ ರಂಗಮ್ಮ ರೇವಣ್ಣ, ಸದಸ್ಯರಾದ ಮಹಾಲಕ್ಷ್ಮಿ ಮೂರ್ತಿ, ಪಂಚಾಯಿತಿ ಅಭಿವೃದ್ಧಿ ಅಧಿಕಾರಿ, ಸ್ಟಾಫ್ ನರ್ಸ್ ಹಾಗೂ ಗ್ರಾಮಸ್ಥರು ಉಪಸ್ಥಿತರಿದ್ದರು. — [38, 1161, 569, 1230]
missing-person-photo — [410, 264, 569, 482]
